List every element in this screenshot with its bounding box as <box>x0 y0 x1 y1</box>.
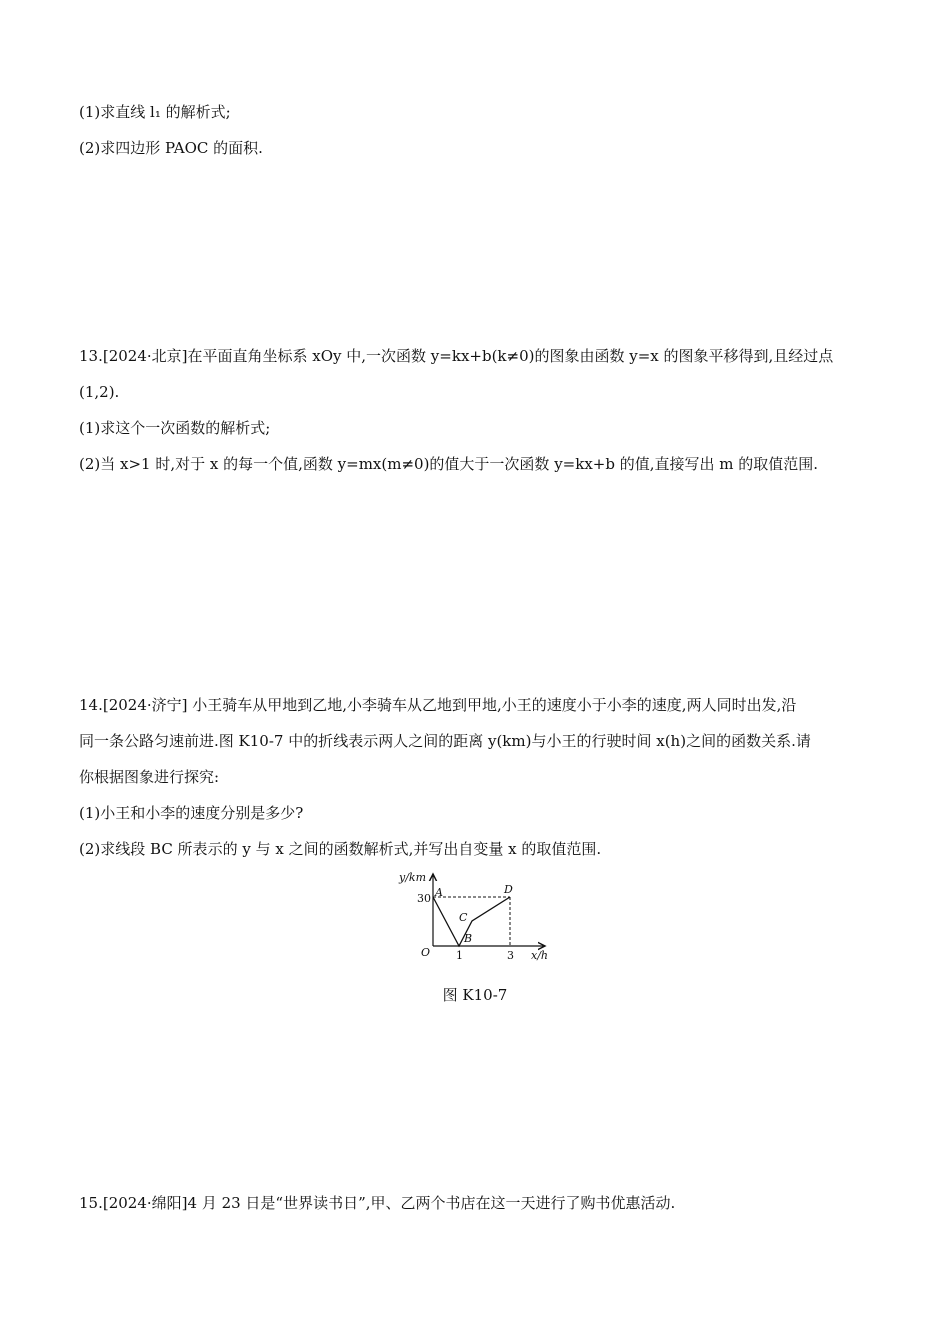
q13-stem: 13.[2024·北京]在平面直角坐标系 xOy 中,一次函数 y=kx+b(k≠0)的图象由函数 y=x 的图象平移得到,且经过点 <box>79 347 834 365</box>
figure-caption: 图 K10-7 <box>442 986 508 1004</box>
q14-part1: (1)小王和小李的速度分别是多少? <box>79 804 304 822</box>
q13-part1: (1)求这个一次函数的解析式; <box>79 419 271 437</box>
q12-part2: (2)求四边形 PAOC 的面积. <box>79 139 263 157</box>
q15-stem: 15.[2024·绵阳]4 月 23 日是“世界读书日”,甲、乙两个书店在这一天进行了购书优惠活动. <box>79 1194 676 1212</box>
q14-stem-cont1: 同一条公路匀速前进.图 K10-7 中的折线表示两人之间的距离 y(km)与小王的行驶时间 x(h)之间的函数关系.请 <box>79 732 811 750</box>
point-a-label: A <box>435 886 443 899</box>
q12-part1: (1)求直线 l₁ 的解析式; <box>79 103 231 121</box>
x-axis-label: x/h <box>531 949 548 962</box>
q13-stem-cont: (1,2). <box>79 383 120 401</box>
y-axis-label: y/km <box>399 871 427 884</box>
distance-time-graph <box>395 866 560 966</box>
q13-part2: (2)当 x>1 时,对于 x 的每一个值,函数 y=mx(m≠0)的值大于一次函数 y=kx+b 的值,直接写出 m 的取值范围. <box>79 455 819 473</box>
point-c-label: C <box>459 911 468 924</box>
q14-part2: (2)求线段 BC 所表示的 y 与 x 之间的函数解析式,并写出自变量 x 的取值范围. <box>79 840 602 858</box>
origin-label: O <box>421 946 431 959</box>
q14-stem-cont2: 你根据图象进行探究: <box>79 768 220 786</box>
x-tick-3: 3 <box>507 949 514 962</box>
y-tick-30: 30 <box>417 892 431 905</box>
x-tick-1: 1 <box>456 949 463 962</box>
point-b-label: B <box>464 932 473 945</box>
point-d-label: D <box>504 883 513 896</box>
q14-stem: 14.[2024·济宁] 小王骑车从甲地到乙地,小李骑车从乙地到甲地,小王的速度小于小李的速度,两人同时出发,沿 <box>79 696 797 714</box>
